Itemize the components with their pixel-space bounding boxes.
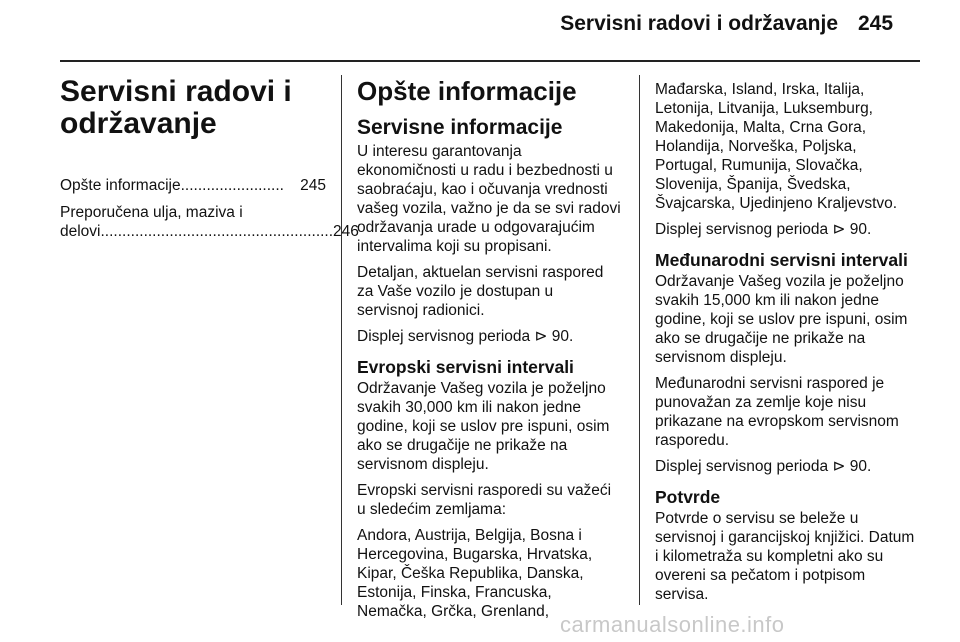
international-schedule-paragraph: Međunarodni servisni raspored je punovažan za zemlje koje nisu prikazane na evropskom servisnom rasporedu. xyxy=(655,375,899,449)
toc-entry-recommended-oils[interactable] xyxy=(60,203,359,241)
european-countries-list: Andora, Austrija, Belgija, Bosna i Hercegovina, Bugarska, Hrvatska, Kipar, Češka Republika, Danska, Estonija, Finska, Francuska, Nemačka, Grčka, Grenland, xyxy=(357,527,593,620)
european-intervals-heading: Evropski servisni intervali xyxy=(357,357,574,377)
chapter-title-line-1: Servisni radovi i xyxy=(60,75,292,108)
toc-entry-page: 245 xyxy=(300,177,326,194)
toc-entry-label: Preporučena ulja, maziva i xyxy=(60,204,243,221)
service-display-reference[interactable]: Displej servisnog perioda ⊳ 90. xyxy=(357,328,574,345)
page-number: 245 xyxy=(858,12,894,35)
column-divider-1 xyxy=(341,75,342,605)
toc-entry-page: 246 xyxy=(333,223,359,240)
page-header-title: Servisni radovi i održavanje xyxy=(560,12,838,35)
chapter-title-line-2: održavanje xyxy=(60,107,217,140)
service-display-reference[interactable]: Displej servisnog perioda ⊳ 90. xyxy=(655,221,872,238)
toc-entry-general-info[interactable] xyxy=(60,176,326,195)
toc-leader-dots: ...................................................... xyxy=(100,223,334,240)
service-info-heading: Servisne informacije xyxy=(357,116,563,139)
international-intervals-paragraph: Održavanje Vašeg vozila je poželjno svakih 15,000 km ili nakon jedne godine, koji se uslov pre ispuni, osim ako se drugačije ne prikaže na servisnom displeju. xyxy=(655,273,908,366)
european-intervals-paragraph: Održavanje Vašeg vozila je poželjno svakih 30,000 km ili nakon jedne godine, koji se uslov pre ispuni, osim ako se drugačije ne prikaže na servisnom displeju. xyxy=(357,380,610,473)
european-countries-list-cont: Mađarska, Island, Irska, Italija, Letonija, Litvanija, Luksemburg, Makedonija, Malta, Crna Gora, Holandija, Norveška, Poljska, Portugal, Rumunija, Slovačka, Slovenija, Španija, Švedska, Švajcarska, Ujedinjeno Kraljevstvo. xyxy=(655,81,898,212)
content-column-3 xyxy=(655,80,935,611)
confirmations-paragraph: Potvrde o servisu se beleže u servisnoj i garancijskoj knjižici. Datum i kilometraža su kompletni ako su overeni sa pečatom i potpisom servisa. xyxy=(655,510,915,603)
column-divider-2 xyxy=(639,75,640,605)
content-column-2 xyxy=(357,72,629,628)
service-info-paragraph: U interesu garantovanja ekonomičnosti u radu i bezbednosti u saobraćaju, kao i očuvanja vrednosti vašeg vozila, važno je da se svi radovi održavanja urade u odgovarajućim intervalima koji su propisani. xyxy=(357,143,621,255)
chapter-column xyxy=(60,72,359,249)
toc-entry-label: Opšte informacije xyxy=(60,177,181,194)
confirmations-heading: Potvrde xyxy=(655,487,721,507)
international-intervals-heading: Međunarodni servisni intervali xyxy=(655,250,908,270)
service-schedule-paragraph: Detaljan, aktuelan servisni raspored za Vaše vozilo je dostupan u servisnoj radionici. xyxy=(357,264,604,319)
section-main-heading: Opšte informacije xyxy=(357,76,577,106)
service-display-reference[interactable]: Displej servisnog perioda ⊳ 90. xyxy=(655,458,872,475)
toc-leader-dots: ........................ xyxy=(180,177,284,194)
header-rule xyxy=(60,60,920,62)
toc-entry-label-cont: delovi xyxy=(60,223,101,240)
european-countries-intro: Evropski servisni rasporedi su važeći u sledećim zemljama: xyxy=(357,482,612,518)
watermark: carmanualsonline.info xyxy=(560,612,785,637)
chapter-title xyxy=(60,76,326,140)
